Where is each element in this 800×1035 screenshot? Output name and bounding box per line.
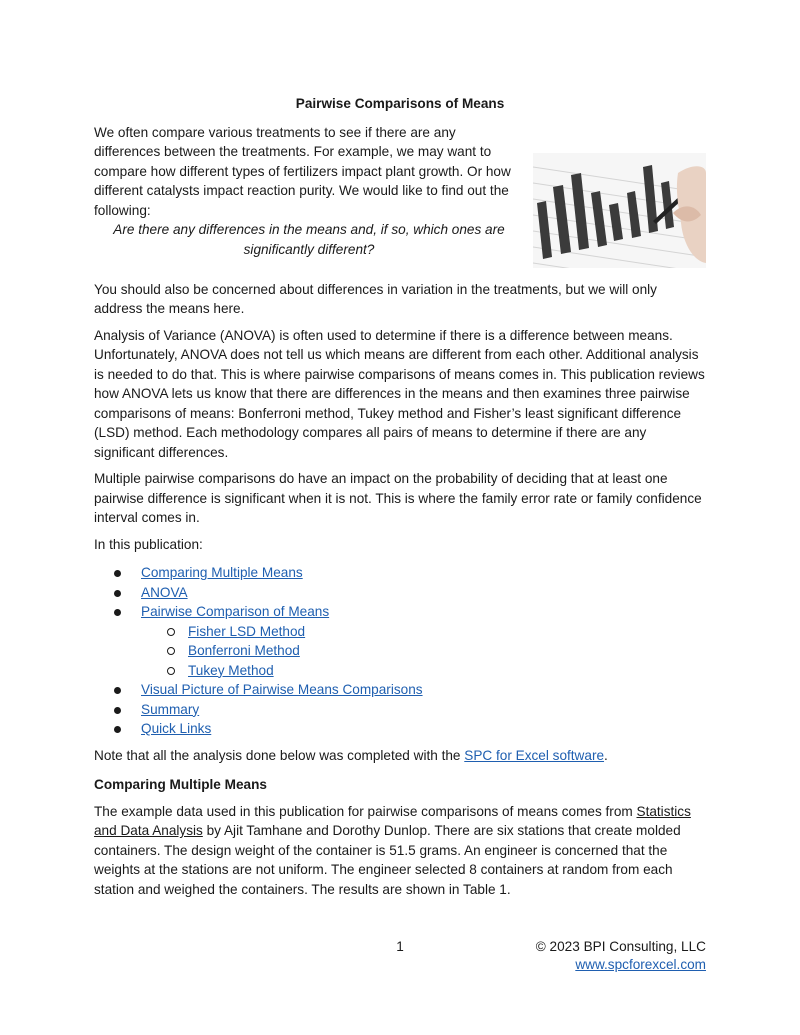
document-page — [94, 94, 706, 899]
toc-link-bonferroni[interactable]: Bonferroni Method — [188, 643, 300, 658]
toc-item — [94, 583, 706, 603]
toc-link-pairwise-comparison[interactable]: Pairwise Comparison of Means — [141, 604, 330, 619]
example-paragraph — [94, 802, 706, 900]
book-title: Statistics and Data Analysis — [94, 803, 691, 838]
software-note — [94, 746, 706, 766]
bullet-icon — [114, 687, 121, 694]
toc-link-anova[interactable]: ANOVA — [141, 584, 188, 600]
toc-subitem — [94, 661, 706, 681]
anova-paragraph: Analysis of Variance (ANOVA) is often used to determine if there is a difference between means. Unfortunately, ANOVA does not tell us which means are different from each other. Additional analysis is needed to do that. This is where pairwise comparisons of means comes in. This publication reviews how ANOVA lets us know that there are differences in the means and then examines three pairwise comparisons of means: Bonferroni method, Tukey method and Fisher’s least significant difference (LSD) method. Each methodology compares all pairs of means to determine if there are any significant differences. — [94, 327, 705, 460]
toc-subitem — [94, 622, 706, 642]
toc-item — [94, 700, 706, 720]
bullet-icon — [114, 726, 121, 733]
note-text: Note that all the analysis done below was completed with the — [94, 747, 465, 763]
intro-text-block — [94, 123, 524, 260]
bullet-icon — [114, 590, 121, 597]
toc-item — [94, 719, 706, 739]
variation-paragraph: You should also be concerned about differences in variation in the treatments, but we will only address the means here. — [94, 281, 657, 316]
toc-link-quick-links[interactable]: Quick Links — [141, 721, 212, 736]
toc-item — [94, 680, 706, 700]
document-title: Pairwise Comparisons of Means — [295, 96, 505, 111]
multiple-comparisons-paragraph: Multiple pairwise comparisons do have an impact on the probability of deciding that at least one pairwise difference is significant when it is not. This is where the family error rate or family confidence interval comes in. — [94, 471, 702, 525]
table-of-contents — [94, 563, 706, 739]
bar-chart-with-pen-photo-icon — [533, 153, 706, 268]
page-number: 1 — [396, 939, 404, 954]
page-footer — [94, 937, 706, 977]
toc-item — [94, 563, 706, 583]
bullet-icon — [114, 570, 121, 577]
copyright-text: © 2023 BPI Consulting, LLC — [535, 939, 706, 954]
toc-subitem — [94, 641, 706, 661]
spc-for-excel-link[interactable]: SPC for Excel software — [464, 747, 605, 763]
toc-link-summary[interactable]: Summary — [141, 701, 200, 717]
key-question: Are there any differences in the means and, if so, which ones are significantly different? — [113, 222, 505, 257]
toc-link-tukey[interactable]: Tukey Method — [188, 662, 274, 678]
bullet-icon — [114, 707, 121, 714]
toc-link-fisher-lsd[interactable]: Fisher LSD Method — [188, 623, 306, 639]
bullet-icon — [114, 609, 121, 616]
example-text-end: by Ajit Tamhane and Dorothy Dunlop. There are six stations that create molded containers. The design weight of the container is 51.5 grams. An engineer is concerned that the weights at the stations are not uniform. The engineer selected 8 containers at random from each station and weighed the containers. The results are shown in Table 1. — [94, 823, 681, 897]
hollow-bullet-icon — [167, 628, 175, 636]
toc-link-visual-picture[interactable]: Visual Picture of Pairwise Means Comparisons — [141, 682, 423, 697]
example-text-start: The example data used in this publication for pairwise comparisons of means comes from — [94, 803, 637, 819]
website-link[interactable]: www.spcforexcel.com — [575, 957, 706, 972]
hollow-bullet-icon — [167, 647, 175, 655]
hollow-bullet-icon — [167, 667, 175, 675]
note-period: . — [604, 747, 608, 763]
intro-section — [94, 123, 706, 273]
in-this-publication-label: In this publication: — [94, 536, 203, 552]
section-heading-comparing-multiple-means: Comparing Multiple Means — [94, 777, 267, 792]
toc-link-comparing-multiple-means[interactable]: Comparing Multiple Means — [141, 565, 303, 580]
intro-paragraph: We often compare various treatments to see if there are any differences between the treatments. For example, we may want to compare how different types of fertilizers impact plant growth. Or how different catalysts impact reaction purity. We would like to find out the following: — [94, 124, 511, 218]
toc-item — [94, 602, 706, 622]
